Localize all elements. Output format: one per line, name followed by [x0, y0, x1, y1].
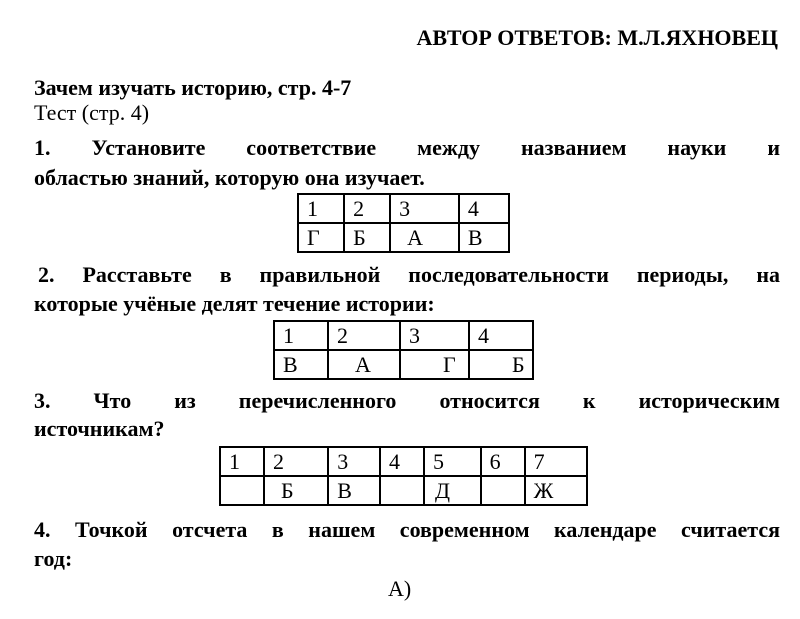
table-cell: В — [274, 350, 328, 379]
table-cell: 4 — [459, 194, 509, 223]
question-3-line-2: источникам? — [34, 416, 165, 441]
table-cell: 5 — [424, 447, 481, 476]
answer-table-2 — [273, 320, 534, 380]
table-cell: 7 — [525, 447, 587, 476]
table-cell — [481, 476, 525, 505]
question-3-line-1: 3. Что из перечисленного относится к историческим — [34, 388, 780, 413]
table-cell: Г — [400, 350, 469, 379]
table-cell: 6 — [481, 447, 525, 476]
table-cell: Б — [469, 350, 533, 379]
table-cell: 2 — [264, 447, 328, 476]
table-cell — [220, 476, 264, 505]
table-cell: 1 — [274, 321, 328, 350]
question-2-line-2: которые учёные делят течение истории: — [34, 291, 435, 316]
table-cell: Б — [344, 223, 390, 252]
table-cell: Г — [298, 223, 344, 252]
table-cell: Б — [264, 476, 328, 505]
table-cell: 2 — [328, 321, 400, 350]
question-1-line-1: 1. Установите соответствие между названием науки и — [34, 135, 780, 160]
question-4-answer: А) — [388, 576, 412, 601]
question-1-line-2: областью знаний, которую она изучает. — [34, 165, 425, 190]
table-cell: В — [459, 223, 509, 252]
table-cell: 1 — [298, 194, 344, 223]
answer-table-3 — [219, 446, 588, 506]
table-cell: 3 — [390, 194, 459, 223]
table-cell: Ж — [525, 476, 587, 505]
table-cell: А — [328, 350, 400, 379]
question-4-line-2: год: — [34, 546, 73, 571]
answer-table-1 — [297, 193, 510, 253]
table-cell — [380, 476, 424, 505]
table-cell: 4 — [380, 447, 424, 476]
table-cell: В — [328, 476, 380, 505]
table-cell: 3 — [400, 321, 469, 350]
question-2-line-1: 2. Расставьте в правильной последовательности периоды, на — [38, 262, 780, 287]
table-cell: 1 — [220, 447, 264, 476]
table-cell: А — [390, 223, 459, 252]
table-cell: 2 — [344, 194, 390, 223]
table-cell: 3 — [328, 447, 380, 476]
author-header: АВТОР ОТВЕТОВ: М.Л.ЯХНОВЕЦ — [416, 25, 778, 50]
test-label: Тест (стр. 4) — [34, 100, 150, 125]
question-4-line-1: 4. Точкой отсчета в нашем современном календаре считается — [34, 517, 780, 542]
table-cell: Д — [424, 476, 481, 505]
table-cell: 4 — [469, 321, 533, 350]
section-title: Зачем изучать историю, стр. 4-7 — [34, 75, 352, 100]
